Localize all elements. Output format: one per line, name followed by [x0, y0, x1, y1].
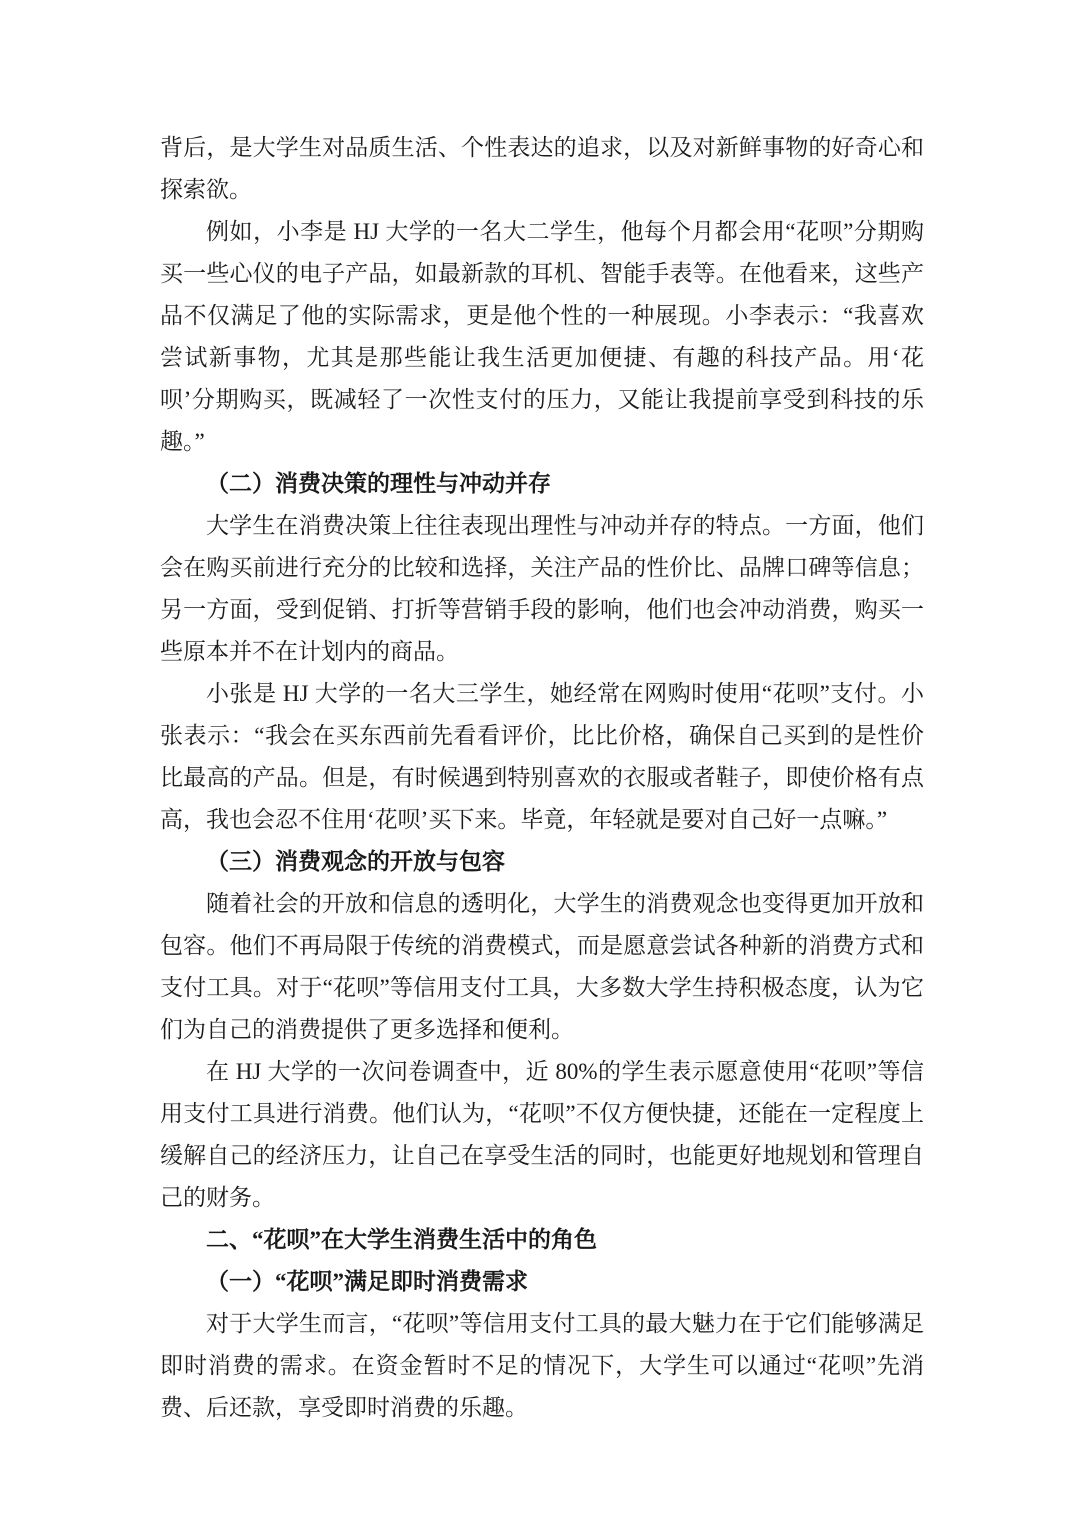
paragraph: 对于大学生而言，“花呗”等信用支付工具的最大魅力在于它们能够满足即时消费的需求。在资金暂时不足的情况下，大学生可以通过“花呗”先消费、后还款，享受即时消费的乐趣。: [160, 1311, 924, 1420]
document-body: [160, 127, 924, 1429]
paragraph: 在 HJ 大学的一次问卷调查中，近 80%的学生表示愿意使用“花呗”等信用支付工具进行消费。他们认为，“花呗”不仅方便快捷，还能在一定程度上缓解自己的经济压力，让自己在享受生活的同时，也能更好地规划和管理自己的财务。: [160, 1059, 924, 1210]
section-heading: （一）“花呗”满足即时消费需求: [206, 1269, 528, 1294]
paragraph: 背后，是大学生对品质生活、个性表达的追求，以及对新鲜事物的好奇心和探索欲。: [160, 135, 924, 202]
paragraph: 随着社会的开放和信息的透明化，大学生的消费观念也变得更加开放和包容。他们不再局限于传统的消费模式，而是愿意尝试各种新的消费方式和支付工具。对于“花呗”等信用支付工具，大多数大学生持积极态度，认为它们为自己的消费提供了更多选择和便利。: [160, 891, 924, 1042]
paragraph: 大学生在消费决策上往往表现出理性与冲动并存的特点。一方面，他们会在购买前进行充分的比较和选择，关注产品的性价比、品牌口碑等信息；另一方面，受到促销、打折等营销手段的影响，他们也会冲动消费，购买一些原本并不在计划内的商品。: [160, 513, 924, 664]
paragraph: 例如，小李是 HJ 大学的一名大二学生，他每个月都会用“花呗”分期购买一些心仪的电子产品，如最新款的耳机、智能手表等。在他看来，这些产品不仅满足了他的实际需求，更是他个性的一种展现。小李表示：“我喜欢尝试新事物，尤其是那些能让我生活更加便捷、有趣的科技产品。用‘花呗’分期购买，既减轻了一次性支付的压力，又能让我提前享受到科技的乐趣。”: [160, 219, 924, 454]
paragraph: 小张是 HJ 大学的一名大三学生，她经常在网购时使用“花呗”支付。小张表示：“我会在买东西前先看看评价，比比价格，确保自己买到的是性价比最高的产品。但是，有时候遇到特别喜欢的衣服或者鞋子，即使价格有点高，我也会忍不住用‘花呗’买下来。毕竟，年轻就是要对自己好一点嘛。”: [160, 681, 924, 832]
section-heading: （二）消费决策的理性与冲动并存: [206, 471, 551, 496]
section-heading: （三）消费观念的开放与包容: [206, 849, 505, 874]
section-heading: 二、“花呗”在大学生消费生活中的角色: [206, 1227, 597, 1252]
